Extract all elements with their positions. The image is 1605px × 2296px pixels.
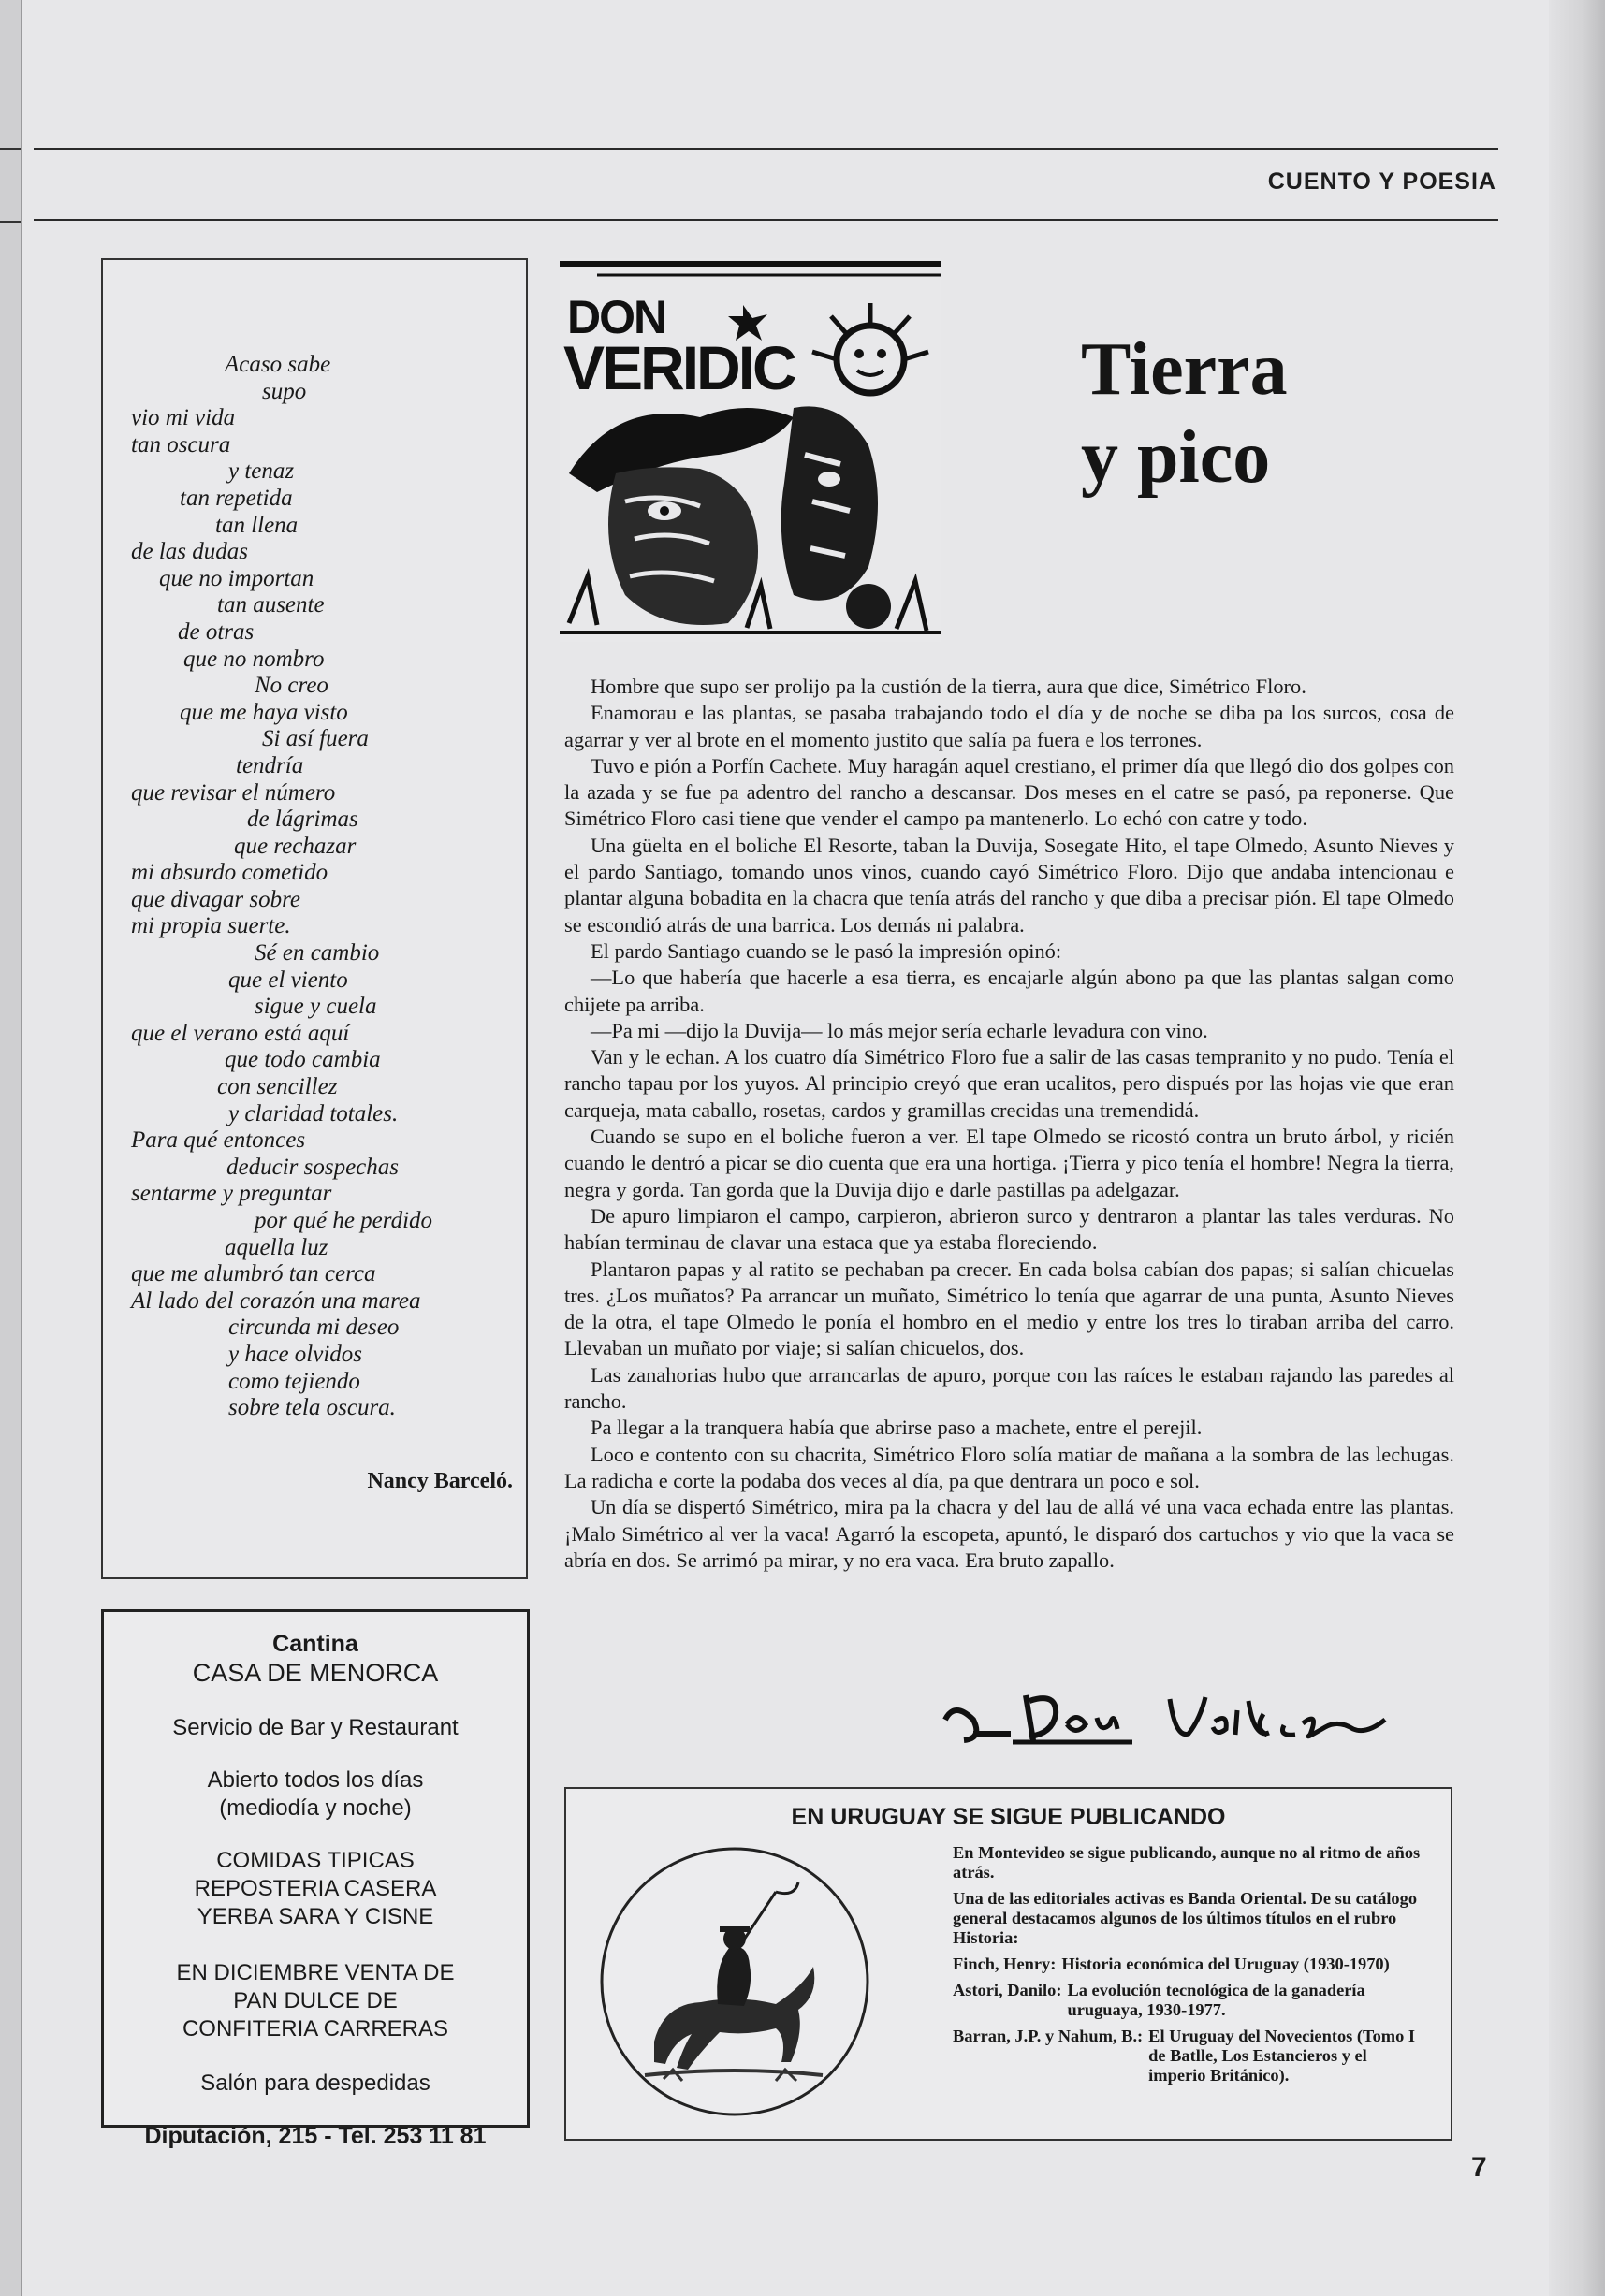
uruguay-intro-1: En Montevideo se sigue publicando, aunque no al ritmo de años atrás. <box>953 1843 1421 1882</box>
story-paragraph: Plantaron papas y al ratito se pechaban pa crecer. En cada bolsa cabían dos papas; si salían chicuelas tres. ¿Los muñatos? Pa arrancar un muñato, Simétrico lo tenía que agarrar de una punta, Asunto Nieves de la otra, el tape Olmedo le ponía el hombro en el medio y entre los tres lo tiraban arriba del carro. Llevaban un muñato por viaje; si salían chicuelos, dos. <box>564 1257 1454 1360</box>
left-page-edge <box>0 0 22 2296</box>
story-paragraph: Cuando se supo en el boliche fueron a ver. El tape Olmedo se ricostó contra un bruto árbol, y ricién cuando le dentró a picar se dio cuenta que era una hortiga. ¡Tierra y pico tenía el hombre! Negra la tierra, negra y gorda. Tan gorda que la Duvija dijo e darle pastillas pa adelgazar. <box>564 1125 1454 1201</box>
don-veridico-woodcut <box>560 258 941 642</box>
poem-line: y tenaz <box>228 458 295 485</box>
poem-line: vio mi vida <box>131 405 236 431</box>
story-paragraph: Van y le echan. A los cuatro día Simétrico Floro fue a salir de las casas tempranito y no pudo. Tenía el rancho tapau por los yuyos. Al principio creyó que eran ucalitos, pero dispués por las hojas vie que eran carqueja, mata caballo, rosetas, cardos y gramillas crecidas una tremendidá. <box>564 1045 1454 1122</box>
poem-line: sobre tela oscura. <box>228 1395 396 1421</box>
section-label: CUENTO Y POESIA <box>1267 168 1496 195</box>
book-author: Barran, J.P. y Nahum, B.: <box>953 2027 1144 2045</box>
poem-line: mi absurdo cometido <box>131 860 328 886</box>
story-title-line-1: Tierra <box>1081 328 1288 411</box>
story-title <box>1081 326 1288 501</box>
ad-line: Diputación, 215 - Tel. 253 11 81 <box>144 2123 487 2149</box>
poem-box <box>101 258 528 1579</box>
story-paragraph: Enamorau e las plantas, se pasaba trabajando todo el día y de noche se diba pa los surcos, cosa de agarrar y ver al brote en el momento justito que salía pa fuera e los terrones. <box>564 701 1454 751</box>
ad-line: CASA DE MENORCA <box>192 1659 439 1687</box>
story-paragraph: Las zanahorias hubo que arrancarlas de apuro, porque con las raíces le estaban rajando las paredes al rancho. <box>564 1362 1454 1414</box>
poem-line: que me haya visto <box>180 699 348 725</box>
poem-text <box>131 352 505 1422</box>
book-list <box>953 1955 1428 2085</box>
story-paragraph: —Lo que habería que hacerle a esa tierra, es encajarle algún abono pa que las plantas salgan como chijete pa arriba. <box>564 966 1454 1016</box>
gaucho-horse-medallion <box>598 1845 871 2118</box>
poem-line: Acaso sabe <box>225 352 331 377</box>
poem-line: como tejiendo <box>228 1368 360 1394</box>
poem-line: que me alumbró tan cerca <box>131 1261 376 1287</box>
story-paragraph: Tuvo e pión a Porfín Cachete. Muy haragán aquel crestiano, el primer día que llegó dio dos golpes con la azada y se fue pa adentro del rancho a descansar. Dos meses en el catre se pasó, pa reponerse. Que Simétrico Floro casi tiene que vender el campo pa mantenerlo. Lo echó con catre y todo. <box>564 753 1454 831</box>
poem-line: de las dudas <box>131 539 248 565</box>
header-rule-top <box>34 148 1498 150</box>
poem-author: Nancy Barceló. <box>367 1469 513 1493</box>
poem-line: que rechazar <box>234 833 357 859</box>
poem-line: sigue y cuela <box>255 994 377 1020</box>
ad-line: (mediodía y noche) <box>219 1795 412 1821</box>
ad-line: Cantina <box>272 1631 358 1657</box>
ad-line: EN DICIEMBRE VENTA DE <box>176 1960 455 1985</box>
uruguay-box-text <box>953 1843 1428 2092</box>
ad-line: CONFITERIA CARRERAS <box>182 2016 449 2042</box>
svg-text:DON: DON <box>567 291 666 343</box>
uruguay-intro-2: Una de las editoriales activas es Banda Oriental. De su catálogo general destacamos algunos de los últimos títulos en el rubro Historia: <box>953 1889 1418 1947</box>
story-paragraph: Pa llegar a la tranquera había que abrirse paso a machete, entre el perejil. <box>591 1416 1203 1440</box>
book-title: Historia económica del Uruguay (1930-1970) <box>1061 1955 1390 1973</box>
poem-line: y claridad totales. <box>228 1100 399 1126</box>
story-title-line-2: y pico <box>1081 416 1271 499</box>
story-paragraph: —Pa mi —dijo la Duvija— lo más mejor sería echarle levadura con vino. <box>591 1018 1208 1042</box>
ad-line: COMIDAS TIPICAS <box>216 1848 415 1873</box>
story-paragraph: Una güelta en el boliche El Resorte, taban la Duvija, Sosegate Hito, el tape Olmedo, Asunto Nieves y el pardo Santiago, tomando unos vinos, cuando cayó Simétrico Floro. Dijo que andaba intencionau e plantar alguna bobadita en la chacra que tenía atrás del rancho y que diba a precisar pión. El tape Olmedo se escondió atrás de una barrica. Los demás ni palabra. <box>564 833 1454 937</box>
right-page-edge <box>1549 0 1605 2296</box>
poem-line: tendría <box>236 752 304 778</box>
poem-line: tan repetida <box>180 485 293 511</box>
poem-line: tan llena <box>215 512 299 538</box>
ad-line: Salón para despedidas <box>200 2071 430 2096</box>
poem-line: que el verano está aquí <box>131 1020 350 1046</box>
poem-line: por qué he perdido <box>255 1208 433 1233</box>
book-title: El Uruguay del Novecientos (Tomo I de Batlle, Los Estancieros y el imperio Británico). <box>1148 2027 1416 2085</box>
book-author: Finch, Henry: <box>953 1955 1057 1973</box>
poem-line: Al lado del corazón una marea <box>131 1287 421 1314</box>
poem-line: de otras <box>178 618 255 645</box>
poem-line: Si así fuera <box>262 726 369 752</box>
poem-line: que revisar el número <box>131 779 336 806</box>
story-paragraph: De apuro limpiaron el campo, carpieron, abrieron surco y dentraron a plantar las tales verduras. No habían terminau de clavar una estaca que ya estaba floreciendo. <box>564 1203 1454 1255</box>
poem-line: tan ausente <box>217 592 325 618</box>
poem-line: mi propia suerte. <box>131 913 291 939</box>
poem-line: con sencillez <box>217 1074 338 1100</box>
poem-line: y hace olvidos <box>228 1341 363 1367</box>
poem-line: circunda mi deseo <box>228 1315 400 1341</box>
poem-line: de lágrimas <box>247 807 358 833</box>
ad-line: YERBA SARA Y CISNE <box>197 1904 434 1929</box>
poem-line: tan oscura <box>131 431 231 458</box>
header-rule-bottom <box>34 219 1498 221</box>
story-paragraph: Loco e contento con su chacrita, Simétrico Floro solía matiar de mañana a la sombra de las lechugas. La radicha e corte la podaba dos veces al día, pa que dentrara un poco e sol. <box>564 1442 1454 1492</box>
ad-line: Servicio de Bar y Restaurant <box>172 1715 459 1740</box>
poem-line: que no importan <box>159 565 314 591</box>
story-paragraph: Un día se dispertó Simétrico, mira pa la chacra y del lau de allá vé una vaca echada entre las plantas. ¡Malo Simétrico al ver la vaca! Agarró la escopeta, apuntó, le disparó dos cartuchos y vio que la vaca se abría en dos. Se arrimó pa mirar, y no era vaca. Era bruto zapallo. <box>564 1495 1454 1572</box>
poem-line: que no nombro <box>183 646 325 672</box>
svg-text:VERIDIC: VERIDIC <box>563 333 795 402</box>
poem-line: que divagar sobre <box>131 886 300 912</box>
story-paragraph: El pardo Santiago cuando se le pasó la impresión opinó: <box>591 938 1062 963</box>
poem-line: que todo cambia <box>225 1047 381 1073</box>
page-number: 7 <box>1471 2152 1487 2183</box>
book-entry <box>953 2027 1428 2085</box>
ad-line: REPOSTERIA CASERA <box>194 1876 437 1901</box>
poem-line: aquella luz <box>225 1234 328 1260</box>
uruguay-publishing-box <box>564 1787 1452 2141</box>
story-paragraph: Hombre que supo ser prolijo pa la custión de la tierra, aura que dice, Simétrico Floro. <box>591 675 1306 698</box>
story-body <box>564 674 1454 1574</box>
advertisement-box <box>101 1609 530 2149</box>
poem-line: Para qué entonces <box>131 1127 306 1154</box>
ad-line: PAN DULCE DE <box>233 1988 398 2013</box>
book-entry <box>953 1955 1428 1974</box>
poem-line: deducir sospechas <box>226 1154 399 1180</box>
book-author: Astori, Danilo: <box>953 1981 1062 1999</box>
book-entry <box>953 1981 1428 2020</box>
book-title: La evolución tecnológica de la ganadería uruguaya, 1930-1977. <box>1067 1981 1365 2019</box>
poem-line: No creo <box>255 673 328 699</box>
poem-line: supo <box>262 378 307 404</box>
poem-line: sentarme y preguntar <box>131 1181 332 1207</box>
poem-line: que el viento <box>228 966 348 993</box>
ad-line: Abierto todos los días <box>207 1767 424 1793</box>
poem-line: Sé en cambio <box>255 940 380 966</box>
uruguay-box-title: EN URUGUAY SE SIGUE PUBLICANDO <box>791 1804 1226 1830</box>
don-veridico-signature <box>936 1682 1413 1757</box>
